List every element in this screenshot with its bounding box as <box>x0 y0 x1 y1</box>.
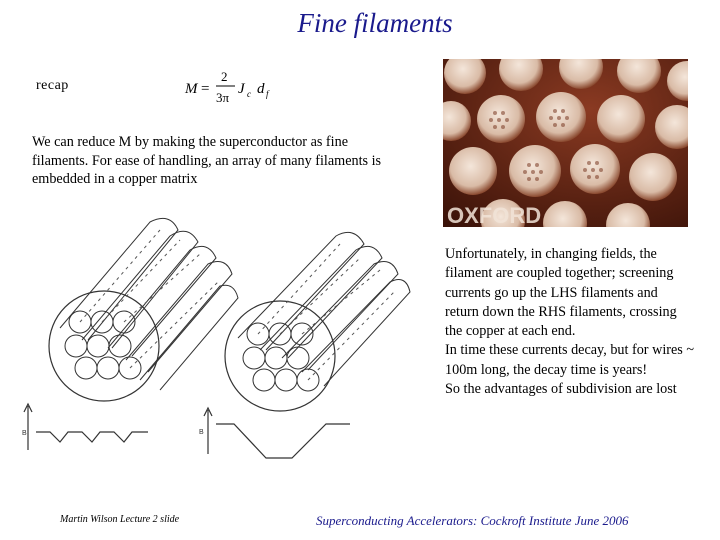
formula-lhs: M <box>185 81 198 97</box>
formula-equals: = <box>201 81 210 97</box>
right-wire-outline <box>225 301 335 411</box>
formula-df-sub: f <box>266 89 269 99</box>
filament-cross-section-photo <box>443 59 688 227</box>
explanation-text <box>445 245 695 399</box>
slide-title: Fine filaments <box>297 8 453 38</box>
left-wire-drawing <box>24 218 238 450</box>
formula-jc: J <box>238 81 245 97</box>
footer-course-title: Superconducting Accelerators: Cockroft Institute June 2006 <box>316 513 629 528</box>
magnetization-formula <box>183 66 293 110</box>
left-axis-label: B <box>22 430 27 437</box>
right-axis-label: B <box>199 429 204 436</box>
formula-numerator: 2 <box>221 69 228 84</box>
right-wire-drawing <box>204 232 410 458</box>
photo-caption: OXFORD <box>447 203 542 227</box>
footer-lecture-credit: Martin Wilson Lecture 2 slide <box>60 514 180 525</box>
intro-paragraph: We can reduce M by making the superconductor as fine filaments. For ease of handling, an array of many filaments is embedded in a copper matrix <box>32 134 382 187</box>
explanation-paragraph-3: So the advantages of subdivision are lost <box>445 381 677 398</box>
recap-label: recap <box>36 78 69 93</box>
explanation-paragraph-1: Unfortunately, in changing fields, the filament are coupled together; screening currents go up the LHS filaments and return down the RHS filaments, crossing the copper at each end. <box>445 246 677 340</box>
formula-denominator: 3π <box>216 90 230 105</box>
formula-df: d <box>257 81 265 97</box>
formula-jc-sub: c <box>247 89 251 99</box>
explanation-paragraph-2: In time these currents decay, but for wires ~ 100m long, the decay time is years! <box>445 342 695 378</box>
coupled-filaments-diagram <box>20 210 440 480</box>
